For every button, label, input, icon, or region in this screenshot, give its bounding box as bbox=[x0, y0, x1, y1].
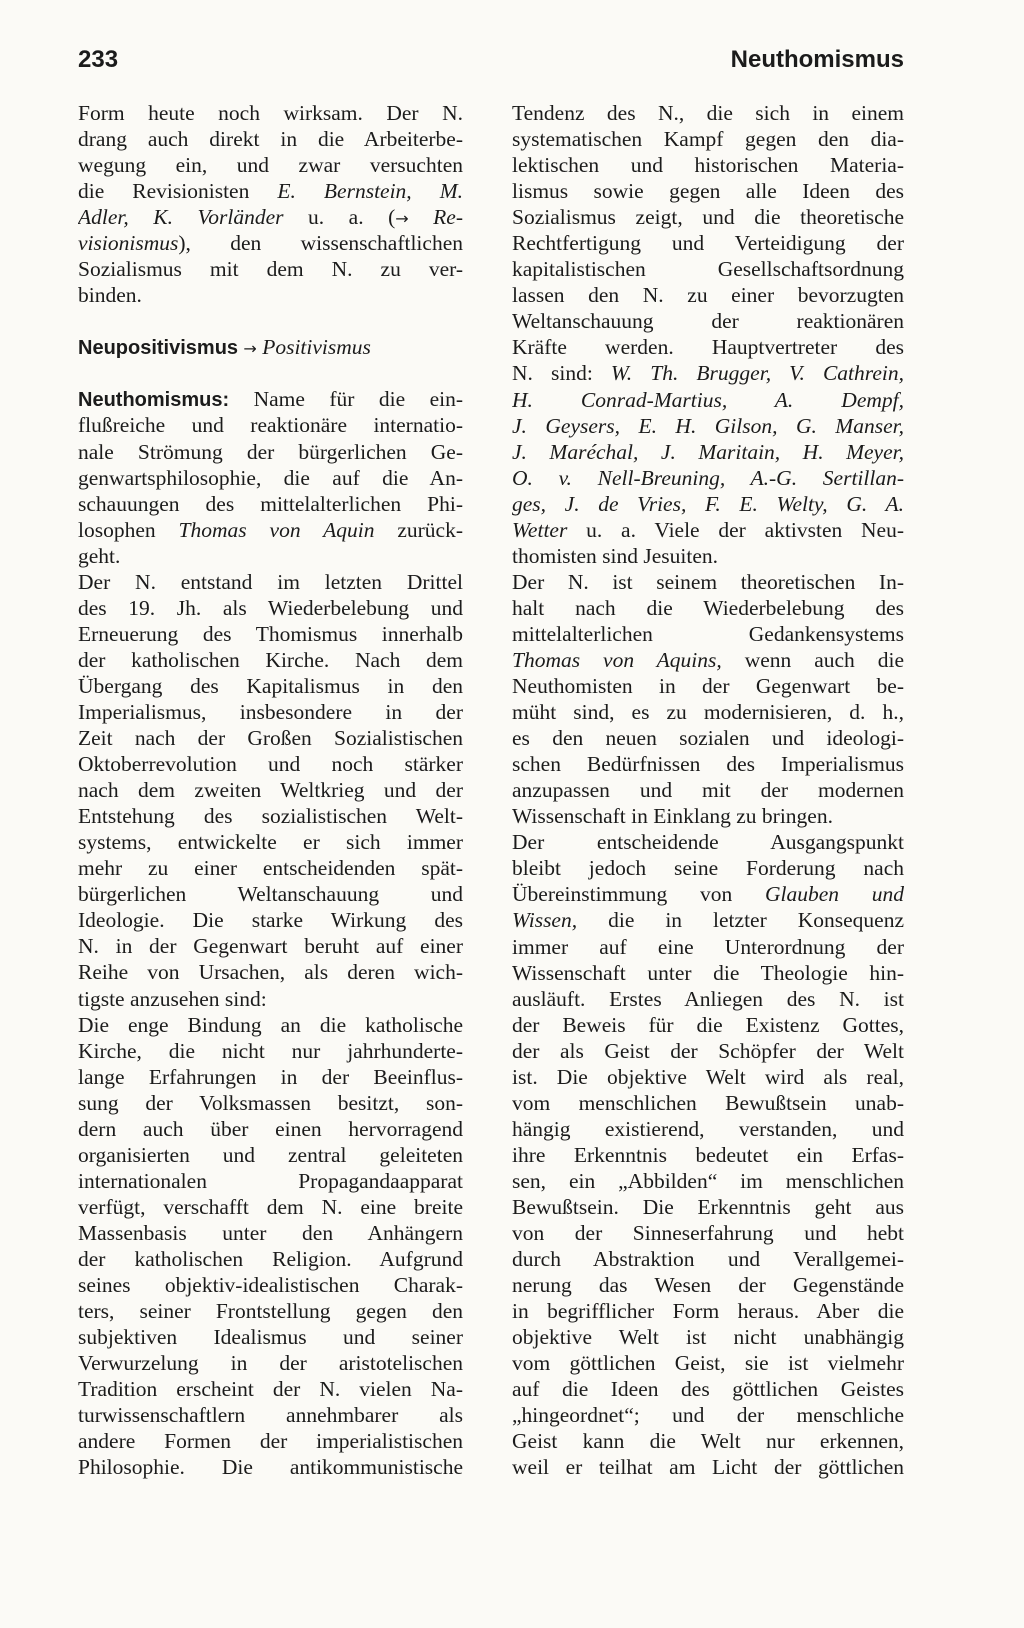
text-line bbox=[78, 178, 463, 204]
text-line bbox=[512, 647, 904, 673]
text-line: bleibt jedoch seine Forderung nach bbox=[512, 856, 904, 881]
running-title: Neuthomismus bbox=[730, 46, 904, 73]
text-line: Imperialismus, insbesondere in der bbox=[78, 699, 463, 724]
text-line: Ideologie. Die starke Wirkung des bbox=[78, 908, 463, 933]
text-line: ihre Erkenntnis bedeutet ein Erfas- bbox=[512, 1142, 904, 1167]
text-line: drang auch direkt in die Arbeiterbe- bbox=[78, 127, 463, 152]
text-line: Kräfte werden. Hauptvertreter des bbox=[512, 335, 904, 360]
text-run: u. a. ( bbox=[308, 205, 396, 230]
name-reference: E. Bernstein, M. bbox=[277, 179, 463, 204]
text-line: N. in der Gegenwart beruht auf einer bbox=[78, 934, 463, 959]
text-line bbox=[512, 881, 904, 907]
text-line: nach dem zweiten Weltkrieg und der bbox=[78, 778, 463, 803]
entry-heading: Neuthomismus: bbox=[78, 389, 230, 412]
text-line: immer auf eine Unterordnung der bbox=[512, 934, 904, 959]
emphasis: Glauben und bbox=[764, 882, 904, 907]
text-line: objektive Welt ist nicht unabhängig bbox=[512, 1325, 904, 1350]
name-reference: ges, J. de Vries, F. E. Welty, G. A. bbox=[512, 491, 904, 516]
text-line: systematischen Kampf gegen den dia- bbox=[512, 127, 904, 152]
name-reference: Thomas von Aquin bbox=[178, 517, 375, 542]
text-line: geht. bbox=[78, 543, 121, 568]
name-reference: Wetter bbox=[512, 517, 568, 542]
text-run: ), den wissenschaftlichen bbox=[178, 231, 463, 256]
text-line bbox=[512, 517, 904, 543]
text-line: der Beweis für die Existenz Gottes, bbox=[512, 1012, 904, 1037]
name-reference: J. Geysers, E. H. Gilson, G. Manser, bbox=[512, 413, 904, 438]
paragraph-gap bbox=[78, 308, 463, 334]
text-line: schen Bedürfnissen des Imperialismus bbox=[512, 752, 904, 777]
text-line: hängig existierend, verstanden, und bbox=[512, 1116, 904, 1141]
text-line: bürgerlichen Weltanschauung und bbox=[78, 882, 463, 907]
text-line: Weltanschauung der reaktionären bbox=[512, 309, 904, 334]
text-line: lektischen und historischen Materia- bbox=[512, 153, 904, 178]
text-line: durch Abstraktion und Verallgemei- bbox=[512, 1247, 904, 1272]
text-line: subjektiven Idealismus und seiner bbox=[78, 1325, 463, 1350]
text-line: wegung ein, und zwar versuchten bbox=[78, 153, 463, 178]
text-line: ters, seiner Frontstellung gegen den bbox=[78, 1299, 463, 1324]
text-run: Übereinstimmung von bbox=[512, 882, 733, 907]
arrow-icon: → bbox=[243, 339, 257, 359]
text-line bbox=[512, 360, 904, 386]
left-column bbox=[78, 100, 463, 1480]
text-line: kapitalistischen Gesellschaftsordnung bbox=[512, 257, 904, 282]
text-line: turwissenschaftlern annehmbarer als bbox=[78, 1403, 463, 1428]
text-line: thomisten sind Jesuiten. bbox=[512, 543, 719, 568]
text-line: auf die Ideen des göttlichen Geistes bbox=[512, 1377, 904, 1402]
text-line: nale Strömung der bürgerlichen Ge- bbox=[78, 439, 463, 464]
text-line: binden. bbox=[78, 283, 142, 308]
text-line: halt nach die Wiederbelebung des bbox=[512, 595, 904, 620]
text-run: Name für die ein- bbox=[253, 387, 463, 412]
name-reference: J. Maréchal, J. Maritain, H. Meyer, bbox=[512, 439, 904, 464]
text-line: internationalen Propagandaapparat bbox=[78, 1168, 463, 1193]
entry-neuthomismus bbox=[78, 386, 463, 412]
entry-heading: Neupositivismus bbox=[78, 337, 239, 360]
text-line: Verwurzelung in der aristotelischen bbox=[78, 1351, 463, 1376]
text-line: in begrifflicher Form heraus. Aber die bbox=[512, 1299, 904, 1324]
cross-reference: visionismus bbox=[78, 231, 179, 256]
text-line: lassen den N. zu einer bevorzugten bbox=[512, 283, 904, 308]
text-line: lange Erfahrungen in der Beeinflus- bbox=[78, 1064, 463, 1089]
text-line: organisierten und zentral geleiteten bbox=[78, 1142, 463, 1167]
text-line: Entstehung des sozialistischen Welt- bbox=[78, 804, 463, 829]
text-line: Wissenschaft unter die Theologie hin- bbox=[512, 960, 904, 985]
text-line: sen, ein „Abbilden“ im menschlichen bbox=[512, 1168, 904, 1193]
text-line: Massenbasis unter den Anhängern bbox=[78, 1220, 463, 1245]
text-line: weil er teilhat am Licht der göttlichen bbox=[512, 1455, 904, 1480]
text-line: schauungen des mittelalterlichen Phi- bbox=[78, 491, 463, 516]
text-run: zurück- bbox=[397, 517, 463, 542]
text-line: anzupassen und mit der modernen bbox=[512, 778, 904, 803]
text-line: vom göttlichen Geist, sie ist vielmehr bbox=[512, 1351, 904, 1376]
entry-neupositivismus bbox=[78, 334, 463, 360]
emphasis: Wissen, bbox=[512, 908, 578, 933]
text-line: Philosophie. Die antikommunistische bbox=[78, 1455, 463, 1480]
text-line: Zeit nach der Großen Sozialistischen bbox=[78, 726, 463, 751]
text-line: Geist kann die Welt nur erkennen, bbox=[512, 1429, 904, 1454]
text-line bbox=[512, 907, 904, 933]
right-column bbox=[512, 100, 904, 1480]
text-line: der katholischen Kirche. Nach dem bbox=[78, 647, 463, 672]
arrow-icon: → bbox=[395, 209, 409, 229]
text-line: sung der Volksmassen besitzt, son- bbox=[78, 1090, 463, 1115]
text-line: von der Sinneserfahrung und hebt bbox=[512, 1221, 904, 1246]
text-line: müht sind, es zu modernisieren, d. h., bbox=[512, 700, 904, 725]
text-line: tigste anzusehen sind: bbox=[78, 986, 267, 1011]
cross-reference: Re- bbox=[433, 205, 463, 230]
text-line: Der N. entstand im letzten Drittel bbox=[78, 569, 463, 594]
text-line: Rechtfertigung und Verteidigung der bbox=[512, 231, 904, 256]
text-line: systems, entwickelte er sich immer bbox=[78, 830, 463, 855]
text-line: genwartsphilosophie, die auf die An- bbox=[78, 465, 463, 490]
text-line: der katholischen Religion. Aufgrund bbox=[78, 1246, 463, 1271]
text-line: ist. Die objektive Welt wird als real, bbox=[512, 1064, 904, 1089]
name-reference: W. Th. Brugger, V. Cathrein, bbox=[610, 361, 904, 386]
text-line bbox=[78, 230, 463, 256]
text-line: mittelalterlichen Gedankensystems bbox=[512, 621, 904, 646]
text-line: Oktoberrevolution und noch stärker bbox=[78, 752, 463, 777]
text-line: Tendenz des N., die sich in einem bbox=[512, 101, 904, 125]
text-line: Übergang des Kapitalismus in den bbox=[78, 673, 463, 698]
cross-reference: Positivismus bbox=[262, 335, 371, 360]
text-line: seines objektiv-idealistischen Charak- bbox=[78, 1273, 463, 1298]
text-line: Bewußtsein. Die Erkenntnis geht aus bbox=[512, 1194, 904, 1219]
text-line: des 19. Jh. als Wiederbelebung und bbox=[78, 595, 463, 620]
text-line bbox=[78, 517, 463, 543]
text-line: Sozialismus zeigt, und die theoretische bbox=[512, 205, 904, 230]
text-run: u. a. Viele der aktivsten Neu- bbox=[586, 517, 904, 542]
text-run: die Revisionisten bbox=[78, 179, 250, 204]
name-reference: H. Conrad-Martius, A. Dempf, bbox=[512, 387, 904, 412]
page-header bbox=[78, 46, 904, 80]
text-line: mehr zu einer entscheidenden spät- bbox=[78, 856, 463, 881]
text-line: Kirche, die nicht nur jahrhunderte- bbox=[78, 1038, 463, 1063]
name-reference: O. v. Nell-Breuning, A.-G. Sertillan- bbox=[512, 465, 904, 490]
text-line: Der N. ist seinem theoretischen In- bbox=[512, 569, 904, 594]
text-line bbox=[78, 204, 463, 230]
text-line: Wissenschaft in Einklang zu bringen. bbox=[512, 804, 833, 829]
text-run: losophen bbox=[78, 517, 156, 542]
text-line: dern auch über einen hervorragend bbox=[78, 1116, 463, 1141]
text-line: andere Formen der imperialistischen bbox=[78, 1429, 463, 1454]
text-run: die in letzter Konsequenz bbox=[608, 908, 904, 933]
text-line: es den neuen sozialen und ideologi- bbox=[512, 726, 904, 751]
text-run: wenn auch die bbox=[744, 647, 904, 672]
text-line: Form heute noch wirksam. Der N. bbox=[78, 101, 463, 125]
page-number: 233 bbox=[78, 46, 119, 73]
text-line: flußreiche und reaktionäre internatio- bbox=[78, 413, 463, 438]
text-line: vom menschlichen Bewußtsein unab- bbox=[512, 1090, 904, 1115]
text-line: der als Geist der Schöpfer der Welt bbox=[512, 1038, 904, 1063]
text-line: Tradition erscheint der N. vielen Na- bbox=[78, 1377, 463, 1402]
text-line: verfügt, verschafft dem N. eine breite bbox=[78, 1194, 463, 1219]
text-line: Die enge Bindung an die katholische bbox=[78, 1012, 463, 1037]
text-line: nerung das Wesen der Gegenstände bbox=[512, 1273, 904, 1298]
text-line: Der entscheidende Ausgangspunkt bbox=[512, 830, 904, 855]
name-reference: Adler, K. Vorländer bbox=[78, 205, 284, 230]
text-line: lismus sowie gegen alle Ideen des bbox=[512, 179, 904, 204]
text-line: „hingeordnet“; und der menschliche bbox=[512, 1403, 904, 1428]
text-line: Reihe von Ursachen, als deren wich- bbox=[78, 960, 463, 985]
text-line: ausläuft. Erstes Anliegen des N. ist bbox=[512, 986, 904, 1011]
text-line: Neuthomisten in der Gegenwart be- bbox=[512, 674, 904, 699]
text-line: Sozialismus mit dem N. zu ver- bbox=[78, 257, 463, 282]
text-run: N. sind: bbox=[512, 361, 593, 386]
paragraph-gap bbox=[78, 360, 463, 386]
text-line: Erneuerung des Thomismus innerhalb bbox=[78, 621, 463, 646]
name-reference: Thomas von Aquins, bbox=[512, 647, 722, 672]
